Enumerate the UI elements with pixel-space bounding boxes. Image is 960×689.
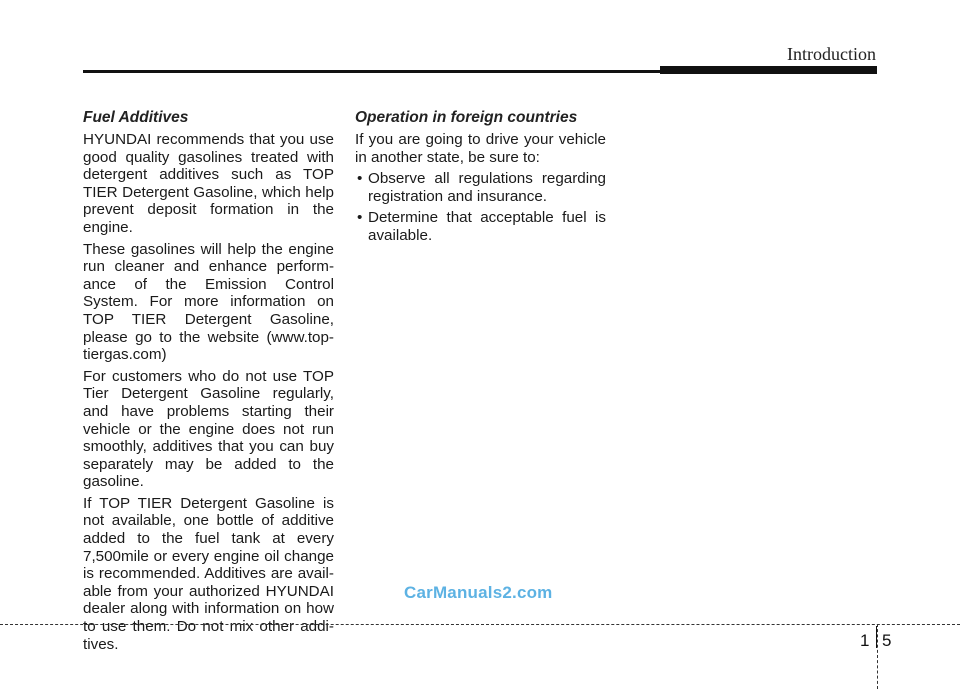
bullet-list (355, 170, 606, 244)
right-column (355, 108, 606, 249)
fuel-additives-heading: Fuel Additives (83, 109, 189, 126)
list-item (355, 170, 606, 205)
header-rule-thick (660, 66, 877, 74)
footer-dashed-rule (0, 624, 960, 625)
page-divider-tick (876, 626, 877, 648)
footer-dashed-divider (877, 624, 878, 689)
list-item-text: Determine that acceptable fuel is available. (368, 209, 606, 244)
page-number: 5 (882, 631, 892, 650)
section-title: Introduction (787, 44, 876, 64)
list-item (355, 209, 606, 244)
bullet-icon: • (357, 170, 363, 188)
intro-paragraph: If you are going to drive your vehicle in another state, be sure to: (355, 131, 606, 166)
paragraph: These gasolines will help the engine run cleaner and enhance perform- ance of the Emission Control System. For more information on TOP TIER Detergent Gasoline, please go to the website (www.top- tiergas.com) (83, 240, 334, 364)
header-rule-thin (83, 70, 660, 73)
bullet-icon: • (357, 209, 363, 227)
foreign-countries-heading: Operation in foreign countries (355, 109, 578, 126)
list-item-text: Observe all regulations regarding registration and insurance. (368, 170, 606, 205)
left-column (83, 108, 334, 657)
paragraph: HYUNDAI recommends that you use good quality gasolines treated with detergent additives such as TOP TIER Detergent Gasoline, which help prevent deposit formation in the engine. (83, 131, 334, 236)
chapter-number: 1 (860, 631, 870, 650)
paragraph: If TOP TIER Detergent Gasoline is not available, one bottle of additive added to the fuel tank at every 7,500mile or every engine oil change is recommended. Additives are avail- able from your authorized HYUNDAI dealer along with information on how to use them. Do not mix other addi- tives. (83, 494, 334, 653)
watermark: CarManuals2.com (404, 583, 553, 602)
paragraph: For customers who do not use TOP Tier Detergent Gasoline regularly, and have problems starting their vehicle or the engine does not run smoothly, additives that you can buy separately may be added to the gasoline. (83, 367, 334, 491)
